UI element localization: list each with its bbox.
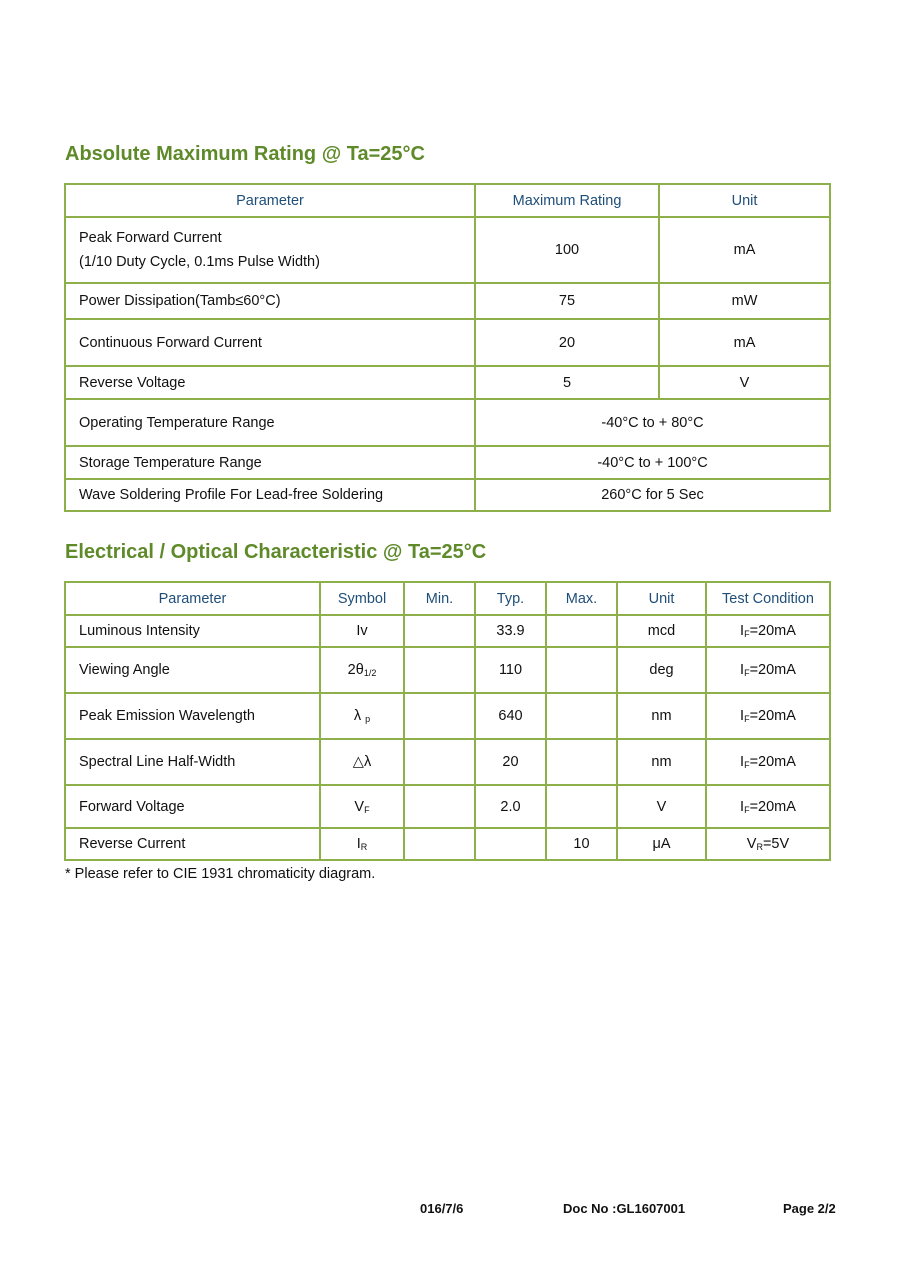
parameter-line1: Peak Forward Current bbox=[79, 230, 222, 246]
table-row bbox=[65, 217, 830, 283]
footer-date: 016/7/6 bbox=[420, 1201, 464, 1216]
absolute-maximum-rating-table bbox=[64, 183, 831, 512]
unit-cell: mA bbox=[659, 217, 830, 283]
unit-cell: nm bbox=[617, 693, 706, 739]
symbol-cell bbox=[320, 693, 404, 739]
symbol-text: 2θ bbox=[347, 662, 364, 678]
cond-value: =20mA bbox=[749, 754, 796, 770]
min-cell bbox=[404, 785, 475, 828]
table-row bbox=[65, 739, 830, 785]
parameter-line2: (1/10 Duty Cycle, 0.1ms Pulse Width) bbox=[79, 254, 320, 270]
typ-cell: 20 bbox=[475, 739, 546, 785]
cond-text: I bbox=[740, 798, 745, 815]
symbol-text: λ bbox=[353, 708, 366, 724]
parameter-cell: Operating Temperature Range bbox=[65, 399, 475, 446]
table-row bbox=[65, 479, 830, 511]
header-unit: Unit bbox=[659, 184, 830, 217]
symbol-subscript: p bbox=[365, 714, 371, 724]
min-cell bbox=[404, 828, 475, 860]
unit-cell: deg bbox=[617, 647, 706, 693]
unit-cell: mA bbox=[659, 319, 830, 366]
parameter-cell bbox=[65, 217, 475, 283]
parameter-cell: Wave Soldering Profile For Lead-free Soldering bbox=[65, 479, 475, 511]
typ-cell: 640 bbox=[475, 693, 546, 739]
table-row bbox=[65, 615, 830, 647]
table-row bbox=[65, 647, 830, 693]
min-cell bbox=[404, 647, 475, 693]
table-row bbox=[65, 366, 830, 399]
header-typ: Typ. bbox=[475, 582, 546, 615]
typ-cell: 33.9 bbox=[475, 615, 546, 647]
symbol-subscript: R bbox=[360, 842, 368, 852]
max-cell bbox=[546, 647, 617, 693]
cond-text: I bbox=[740, 623, 745, 639]
header-max: Max. bbox=[546, 582, 617, 615]
header-symbol: Symbol bbox=[320, 582, 404, 615]
parameter-cell: Viewing Angle bbox=[65, 647, 320, 693]
symbol-cell bbox=[320, 647, 404, 693]
parameter-cell: Reverse Current bbox=[65, 828, 320, 860]
rating-cell: 100 bbox=[475, 217, 659, 283]
rating-cell: -40°C to + 100°C bbox=[475, 446, 830, 479]
min-cell bbox=[404, 615, 475, 647]
max-cell bbox=[546, 739, 617, 785]
max-cell bbox=[546, 615, 617, 647]
table-row bbox=[65, 283, 830, 319]
parameter-cell: Continuous Forward Current bbox=[65, 319, 475, 366]
cond-value: =20mA bbox=[749, 798, 796, 815]
rating-cell: -40°C to + 80°C bbox=[475, 399, 830, 446]
parameter-cell: Spectral Line Half-Width bbox=[65, 739, 320, 785]
symbol-subscript: F bbox=[364, 804, 370, 815]
symbol-cell bbox=[320, 739, 404, 785]
max-cell bbox=[546, 693, 617, 739]
test-condition-cell bbox=[706, 647, 830, 693]
header-unit: Unit bbox=[617, 582, 706, 615]
cond-text: I bbox=[740, 662, 745, 678]
cond-value: =5V bbox=[762, 836, 790, 852]
unit-cell: nm bbox=[617, 739, 706, 785]
min-cell bbox=[404, 739, 475, 785]
table-row bbox=[65, 399, 830, 446]
electrical-optical-table bbox=[64, 581, 831, 861]
table-row bbox=[65, 693, 830, 739]
section-title-electrical-optical: Electrical / Optical Characteristic @ Ta=25°C bbox=[65, 541, 487, 563]
cie-note: * Please refer to CIE 1931 chromaticity diagram. bbox=[65, 866, 376, 882]
test-condition-cell bbox=[706, 739, 830, 785]
cond-subscript: F bbox=[744, 629, 750, 639]
unit-cell: V bbox=[659, 366, 830, 399]
table-row bbox=[65, 785, 830, 828]
header-parameter: Parameter bbox=[65, 184, 475, 217]
parameter-cell: Luminous Intensity bbox=[65, 615, 320, 647]
symbol-cell bbox=[320, 615, 404, 647]
table-row bbox=[65, 446, 830, 479]
header-min: Min. bbox=[404, 582, 475, 615]
symbol-cell bbox=[320, 828, 404, 860]
cond-text: I bbox=[740, 754, 745, 770]
test-condition-cell bbox=[706, 785, 830, 828]
cond-subscript: F bbox=[744, 804, 750, 815]
footer-doc-no: Doc No :GL1607001 bbox=[563, 1201, 686, 1216]
symbol-text: Iv bbox=[356, 623, 368, 639]
unit-cell: mW bbox=[659, 283, 830, 319]
cond-subscript: F bbox=[744, 714, 750, 724]
symbol-cell bbox=[320, 785, 404, 828]
cond-value: =20mA bbox=[749, 662, 796, 678]
cond-text: I bbox=[740, 708, 745, 724]
max-cell: 10 bbox=[546, 828, 617, 860]
typ-cell: 2.0 bbox=[475, 785, 546, 828]
typ-cell bbox=[475, 828, 546, 860]
header-test-condition: Test Condition bbox=[706, 582, 830, 615]
test-condition-cell bbox=[706, 615, 830, 647]
symbol-text: V bbox=[354, 798, 365, 815]
symbol-text: I bbox=[356, 836, 361, 852]
parameter-cell: Power Dissipation(Tamb≤60°C) bbox=[65, 283, 475, 319]
test-condition-cell bbox=[706, 828, 830, 860]
max-cell bbox=[546, 785, 617, 828]
min-cell bbox=[404, 693, 475, 739]
unit-cell: V bbox=[617, 785, 706, 828]
header-parameter: Parameter bbox=[65, 582, 320, 615]
rating-cell: 5 bbox=[475, 366, 659, 399]
test-condition-cell bbox=[706, 693, 830, 739]
rating-cell: 260°C for 5 Sec bbox=[475, 479, 830, 511]
rating-cell: 75 bbox=[475, 283, 659, 319]
parameter-cell: Peak Emission Wavelength bbox=[65, 693, 320, 739]
cond-subscript: R bbox=[756, 842, 763, 852]
cond-subscript: F bbox=[744, 760, 750, 770]
unit-cell: μA bbox=[617, 828, 706, 860]
rating-cell: 20 bbox=[475, 319, 659, 366]
parameter-cell: Reverse Voltage bbox=[65, 366, 475, 399]
typ-cell: 110 bbox=[475, 647, 546, 693]
parameter-cell: Storage Temperature Range bbox=[65, 446, 475, 479]
table-row bbox=[65, 319, 830, 366]
parameter-cell: Forward Voltage bbox=[65, 785, 320, 828]
header-maximum-rating: Maximum Rating bbox=[475, 184, 659, 217]
unit-cell: mcd bbox=[617, 615, 706, 647]
section-title-absolute-maximum-rating: Absolute Maximum Rating @ Ta=25°C bbox=[65, 143, 425, 165]
footer-page: Page 2/2 bbox=[783, 1201, 836, 1216]
cond-value: =20mA bbox=[749, 623, 796, 639]
table-row bbox=[65, 828, 830, 860]
cond-subscript: F bbox=[744, 668, 750, 678]
symbol-subscript: 1/2 bbox=[363, 668, 377, 678]
symbol-text: △λ bbox=[352, 754, 372, 770]
cond-text: V bbox=[746, 836, 757, 852]
cond-value: =20mA bbox=[749, 708, 796, 724]
